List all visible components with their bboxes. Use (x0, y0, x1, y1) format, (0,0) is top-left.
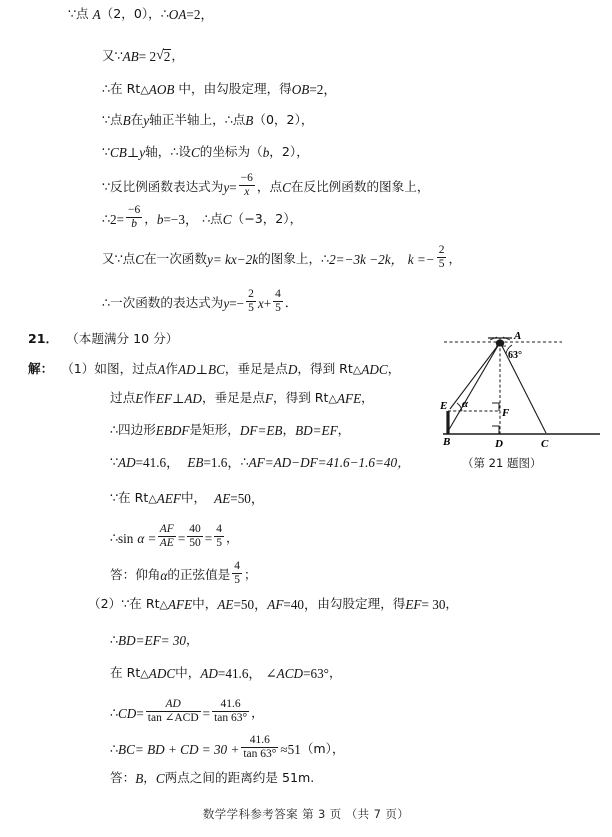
var-y: y (143, 113, 150, 128)
ef-value: = 30 (421, 597, 446, 612)
var-y: y (223, 179, 230, 195)
denominator: tan 63° (243, 747, 277, 760)
triangle-icon: △ (140, 83, 149, 97)
denominator: 5 (438, 257, 445, 270)
denominator: b (131, 217, 138, 230)
text: 作 (165, 361, 179, 377)
ob-value: =2， (309, 82, 337, 97)
solution-line (102, 206, 302, 233)
problem-21-heading (28, 333, 178, 346)
var-x: x (257, 295, 264, 311)
again-because: 又∵ (102, 48, 123, 64)
solution-line (102, 83, 337, 96)
var-C: C (190, 145, 200, 160)
var-B: B (135, 771, 144, 786)
solution-line (110, 525, 239, 552)
var-F: F (264, 391, 273, 406)
comma: ， (143, 770, 156, 786)
because-symbol: ∵ (102, 144, 111, 160)
eq: = (204, 530, 213, 546)
comma: ， (282, 422, 296, 438)
tail: ， (445, 596, 459, 612)
therefore-symbol: ∴ (321, 251, 330, 267)
text: 轴正半轴上， (149, 112, 225, 128)
seg-AD: AD (178, 362, 196, 377)
perp-icon: ⊥ (171, 391, 185, 406)
tail: ； (244, 567, 257, 583)
fraction-40-over-50 (187, 523, 203, 550)
b-value: =−3， (163, 211, 199, 227)
eb-value: =1.6， (203, 455, 241, 470)
text: ，垂足是点 (224, 361, 288, 377)
var-b: b (156, 211, 164, 227)
text: ，得到 Rt (297, 361, 353, 377)
seg-AF: AF (267, 597, 284, 612)
angle-ACD: ∠ACD (265, 666, 304, 681)
figure-caption: （第 21 题图） (462, 456, 542, 470)
solution-line (110, 392, 374, 405)
solution-line (102, 146, 309, 159)
equation: 2=−3k −2k， (329, 251, 404, 267)
var-E: E (135, 391, 144, 406)
therefore-symbol: ∴ (202, 211, 211, 227)
tail: ， (171, 48, 184, 64)
denominator: tan ∠ACD (147, 711, 199, 724)
quad-EBDF: EBDF (155, 423, 190, 438)
seg-AF: AF (248, 455, 265, 470)
unit: （m）， (300, 741, 345, 757)
therefore-symbol: ∴ (110, 705, 119, 721)
seg-AB: AB (122, 49, 139, 65)
eq-lhs: 2= (110, 211, 125, 227)
text: 在反比例函数的图象上， (290, 179, 430, 195)
seg-AD: AD (184, 391, 202, 406)
therefore-symbol: ∴ (110, 741, 119, 757)
triangle-icon: △ (352, 363, 362, 377)
seg-BC: BC (118, 741, 135, 757)
var-b: b (262, 145, 270, 160)
text: 反比例函数表达式为 (110, 179, 224, 195)
text: 过点 (110, 390, 136, 406)
therefore-symbol: ∴ (102, 81, 111, 97)
numerator: 4 (216, 523, 222, 536)
denominator: 5 (234, 573, 241, 586)
seg-CB: CB (110, 145, 127, 160)
sin-operator: sin (118, 530, 134, 546)
solution-line (102, 49, 184, 65)
denominator: tan 63° (214, 711, 248, 724)
tail: ， (328, 665, 342, 681)
text: 点 (110, 112, 123, 128)
af-value: =40， (283, 597, 318, 612)
eq: =− (229, 295, 245, 311)
problem-title: （本题满分 10 分） (66, 331, 179, 346)
var-B: B (122, 113, 131, 128)
therefore-symbol: ∴ (240, 454, 249, 470)
label-D: D (495, 438, 503, 450)
numerator: 4 (275, 288, 281, 301)
solution-line (60, 8, 214, 21)
text: 的正弦值是 (167, 567, 231, 583)
text: 答： (110, 770, 136, 786)
numerator: −6 (128, 204, 141, 217)
angle-value: =63° (303, 666, 329, 681)
numerator: −6 (240, 172, 253, 185)
eq: = (148, 530, 156, 546)
triangle-icon: △ (140, 667, 149, 681)
solution-line (110, 562, 257, 589)
therefore-symbol: ∴ (102, 295, 111, 311)
text: ， (144, 211, 157, 227)
numerator: 41.6 (249, 734, 270, 747)
text: 在 Rt (110, 81, 141, 97)
angle-label-alpha: α (462, 398, 469, 410)
text: ，点 (256, 179, 283, 195)
text: 中，由勾股定理，得 (178, 81, 292, 97)
coords: （2，0）， (100, 6, 161, 22)
problem-number: 21． (28, 331, 59, 346)
fraction-4-over-5 (214, 523, 224, 550)
therefore-symbol: ∴ (224, 112, 233, 128)
equation: = BD + CD = 30 + (134, 741, 240, 757)
text: 在 (130, 112, 144, 128)
af-value: =AD−DF=41.6−1.6=40， (264, 455, 411, 470)
solution-line (110, 492, 264, 505)
eq: = 2 (138, 49, 157, 65)
angle-label-63: 63° (508, 350, 522, 361)
denominator: x (244, 185, 250, 198)
ad-value: =41.6， (217, 666, 262, 681)
tail: ， (387, 361, 401, 377)
approx-value: ≈51 (280, 741, 301, 757)
fraction-2-over-5 (437, 244, 447, 271)
tail: ， (225, 530, 239, 546)
segment-AE (450, 344, 499, 409)
perp-icon: ⊥ (126, 145, 140, 160)
tail: ， (251, 705, 264, 721)
solution-line (110, 700, 264, 727)
perp-icon: ⊥ (195, 362, 209, 377)
var-C: C (135, 251, 144, 267)
text: 的图象上， (258, 251, 322, 267)
tail: ， (448, 251, 462, 267)
therefore-symbol: ∴ (110, 530, 119, 546)
seg-EF: EF (155, 391, 172, 406)
text: 在一次函数 (144, 251, 207, 267)
therefore-symbol: ∴ (110, 632, 119, 648)
var-C: C (282, 179, 291, 195)
solution-line (110, 456, 410, 469)
triangle-name: AEF (156, 491, 181, 506)
label-F: F (502, 407, 510, 419)
tail: ， (186, 632, 199, 648)
fraction-minus6-over-b (126, 204, 142, 231)
numerator: 4 (234, 560, 241, 573)
solution-prefix: 解： (28, 361, 54, 377)
because-symbol: ∵ (68, 6, 77, 22)
part-label: （1） (61, 361, 95, 377)
because-symbol: ∵ (102, 179, 111, 195)
bd-value: =EF= 30 (135, 633, 187, 648)
seg-EF: EF (405, 597, 422, 612)
seg-OB: OB (291, 82, 310, 97)
ad-value: =41.6， (135, 455, 180, 470)
again-because: 又∵ (102, 251, 123, 267)
text: 中， (192, 596, 218, 612)
alpha-symbol: α (160, 567, 168, 583)
solution-line (102, 114, 313, 127)
seg-BD: BD (118, 633, 136, 648)
text: 设 (178, 144, 191, 160)
therefore-symbol: ∴ (170, 144, 179, 160)
eq: = (229, 179, 237, 195)
seg-AE: AE (214, 491, 231, 506)
fraction-4-over-5 (273, 288, 283, 315)
therefore-symbol: ∴ (110, 422, 119, 438)
oa-value: =2， (186, 7, 214, 22)
solution-line (110, 736, 345, 763)
solution-line (110, 667, 342, 680)
right-angle-mark-D (492, 426, 499, 434)
numerator: 2 (438, 244, 445, 257)
seg-AD: AD (118, 455, 136, 470)
right-angle-mark-F (492, 403, 499, 411)
text: 点 (232, 112, 246, 128)
denominator: 5 (248, 301, 254, 314)
tail: ， (361, 390, 374, 406)
denominator: 5 (216, 536, 222, 549)
text: 四边形 (118, 422, 156, 438)
ae-value: =50， (230, 491, 265, 506)
eq: = (136, 705, 144, 721)
eq-DF-EB: DF=EB (239, 423, 283, 438)
label-A: A (514, 330, 522, 342)
text: 在 Rt (110, 665, 141, 681)
text: 中， (180, 490, 207, 506)
solution-label (28, 363, 400, 376)
solution-line (102, 290, 297, 317)
denominator: AE (159, 536, 174, 549)
tail: ， (337, 422, 351, 438)
tail: ． (284, 295, 298, 311)
triangle-name: ADC (361, 362, 388, 377)
triangle-name: AFE (336, 391, 362, 406)
triangle-name: ADC (148, 666, 176, 681)
figure-svg (440, 325, 606, 460)
sqrt-2: √ 2 (156, 47, 171, 64)
text: 答：仰角 (110, 567, 161, 583)
text: 是矩形， (189, 422, 240, 438)
seg-AE: AE (217, 597, 234, 612)
var-D: D (287, 362, 298, 377)
ae-value: =50， (233, 597, 268, 612)
var-A: A (157, 362, 166, 377)
text: 点 (76, 6, 89, 22)
fraction-4-over-5 (232, 560, 242, 587)
alpha-symbol: α (137, 530, 145, 546)
numerator: AF (159, 523, 174, 536)
segment-AB (447, 344, 499, 433)
text: 由勾股定理，得 (317, 596, 406, 612)
text: 点 (210, 211, 223, 227)
because-symbol: ∵ (121, 596, 130, 612)
seg-OA: OA (168, 7, 187, 22)
seg-AD: AD (200, 666, 218, 681)
seg-CD: CD (118, 705, 137, 721)
text: 点 (122, 251, 136, 267)
text: 如图，过点 (94, 361, 158, 377)
solution-line (102, 246, 461, 273)
linear-function: y= kx−2k (206, 251, 259, 267)
eq: = (177, 530, 186, 546)
label-E: E (440, 400, 448, 412)
solution-line (110, 634, 199, 647)
fraction-41p6-over-tan63 (241, 734, 278, 761)
k-lhs: k =− (407, 251, 435, 267)
solution-line (102, 174, 429, 201)
because-symbol: ∵ (110, 490, 119, 506)
solution-line (110, 772, 314, 785)
var-y: y (223, 295, 230, 311)
label-B: B (443, 436, 451, 448)
radicand: 2 (163, 48, 171, 64)
helicopter-icon (488, 337, 512, 346)
part-label: （2） (88, 596, 122, 612)
fraction-minus6-over-x (239, 172, 255, 199)
fraction-2-over-5 (246, 288, 256, 315)
plus: + (263, 295, 272, 311)
numerator: 2 (248, 288, 254, 301)
coords: （−3，2）， (231, 211, 303, 227)
var-y: y (139, 145, 146, 160)
numerator: 41.6 (220, 698, 241, 711)
triangle-name: AOB (148, 82, 175, 97)
fraction-AF-over-AE (158, 523, 176, 550)
therefore-symbol: ∴ (102, 211, 111, 227)
text: ，得到 Rt (273, 390, 329, 406)
label-C: C (541, 438, 549, 450)
eq: = (202, 705, 211, 721)
var-C: C (155, 771, 165, 786)
page-footer: 数学学科参考答案 第 3 页 （共 7 页） (202, 807, 410, 821)
var-A: A (92, 7, 101, 22)
coords: （0，2）， (253, 112, 314, 128)
numerator: AD (165, 698, 181, 711)
denominator: 50 (189, 536, 201, 549)
solution-line (88, 598, 458, 611)
triangle-icon: △ (148, 492, 157, 506)
text: 的坐标为（ (199, 144, 263, 160)
text: ，垂足是点 (201, 390, 265, 406)
therefore-symbol: ∴ (160, 6, 169, 22)
fraction-AD-over-tanACD (146, 698, 201, 725)
text: 两点之间的距离约是 51m. (164, 770, 315, 786)
text: 一次函数的表达式为 (110, 295, 224, 311)
text: ，2）， (269, 144, 309, 160)
text: 在 Rt (129, 596, 160, 612)
because-symbol: ∵ (110, 454, 119, 470)
seg-EB: EB (187, 455, 204, 470)
text: 作 (143, 390, 156, 406)
text: 在 Rt (118, 490, 149, 506)
because-symbol: ∵ (102, 112, 111, 128)
text: 轴， (145, 144, 171, 160)
solution-line (110, 424, 350, 437)
denominator: 5 (275, 301, 281, 314)
numerator: 40 (189, 523, 201, 536)
text: 中， (175, 665, 201, 681)
var-C: C (222, 211, 232, 227)
triangle-icon: △ (159, 598, 168, 612)
eq-BD-EF: BD=EF (295, 423, 338, 438)
triangle-name: AFE (167, 597, 193, 612)
var-B: B (245, 113, 254, 128)
triangle-icon: △ (328, 392, 337, 406)
seg-BC: BC (208, 362, 225, 377)
fraction-41p6-over-tan63 (212, 698, 249, 725)
